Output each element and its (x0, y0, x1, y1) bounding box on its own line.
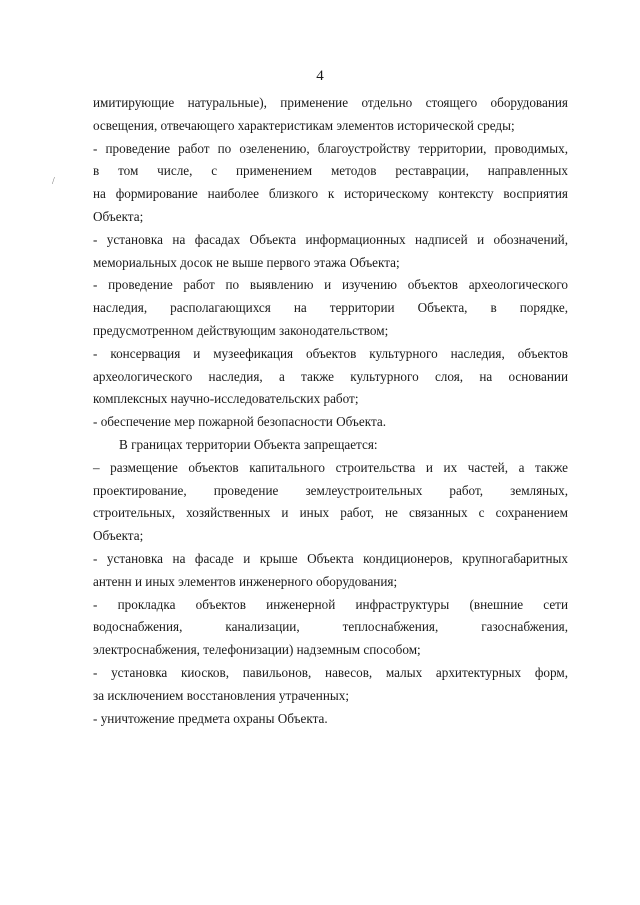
text-line: - уничтожение предмета охраны Объекта. (93, 710, 328, 726)
text-line: проектирование, проведение землеустроительных работ, земляных, (93, 482, 568, 498)
text-line: - установка на фасаде и крыше Объекта кондиционеров, крупногабаритных (93, 550, 568, 566)
paragraph (93, 457, 568, 548)
text-line: - обеспечение мер пожарной безопасности Объекта. (93, 414, 387, 430)
text-line: за исключением восстановления утраченных; (93, 687, 350, 703)
text-line: - установка киосков, павильонов, навесов, малых архитектурных форм, (93, 664, 568, 680)
paragraph (93, 92, 568, 138)
paragraph (93, 343, 568, 411)
text-line: водоснабжения, канализации, теплоснабжения, газоснабжения, (93, 619, 568, 635)
text-line: освещения, отвечающего характеристикам элементов исторической среды; (93, 117, 515, 133)
text-line: - проведение работ по озеленению, благоустройству территории, проводимых, (93, 140, 568, 156)
stray-mark: / (52, 176, 55, 187)
text-line: электроснабжения, телефонизации) надземным способом; (93, 642, 421, 658)
text-line: наследия, располагающихся на территории Объекта, в порядке, (93, 300, 568, 316)
text-line: предусмотренном действующим законодательством; (93, 322, 389, 338)
section-heading (93, 434, 568, 457)
text-line: строительных, хозяйственных и иных работ, не связанных с сохранением (93, 505, 568, 521)
page-number: 4 (316, 68, 324, 84)
document-body (93, 92, 568, 730)
paragraph (93, 548, 568, 594)
paragraph (93, 708, 568, 731)
text-line: Объекта; (93, 528, 144, 544)
paragraph (93, 662, 568, 708)
paragraph (93, 411, 568, 434)
text-line: в том числе, с применением методов реставрации, направленных (93, 163, 568, 179)
text-line: – размещение объектов капитального строительства и их частей, а также (93, 459, 568, 475)
text-line: - установка на фасадах Объекта информационных надписей и обозначений, (93, 231, 568, 247)
paragraph (93, 138, 568, 229)
text-line: археологического наследия, а также культурного слоя, на основании (93, 368, 568, 384)
text-line: антенн и иных элементов инженерного оборудования; (93, 573, 398, 589)
text-line: - проведение работ по выявлению и изучению объектов археологического (93, 277, 568, 293)
text-line: - прокладка объектов инженерной инфраструктуры (внешние сети (93, 596, 568, 612)
text-line: на формирование наиболее близкого к историческому контексту восприятия (93, 186, 568, 202)
text-line: имитирующие натуральные), применение отдельно стоящего оборудования (93, 95, 568, 110)
text-line: Объекта; (93, 208, 144, 224)
text-line: В границах территории Объекта запрещается: (119, 436, 378, 452)
paragraph (93, 594, 568, 662)
text-line: - консервация и музеефикация объектов культурного наследия, объектов (93, 345, 568, 361)
text-line: мемориальных досок не выше первого этажа Объекта; (93, 254, 400, 270)
paragraph (93, 229, 568, 275)
text-line: комплексных научно-исследовательских работ; (93, 391, 359, 407)
paragraph (93, 274, 568, 342)
